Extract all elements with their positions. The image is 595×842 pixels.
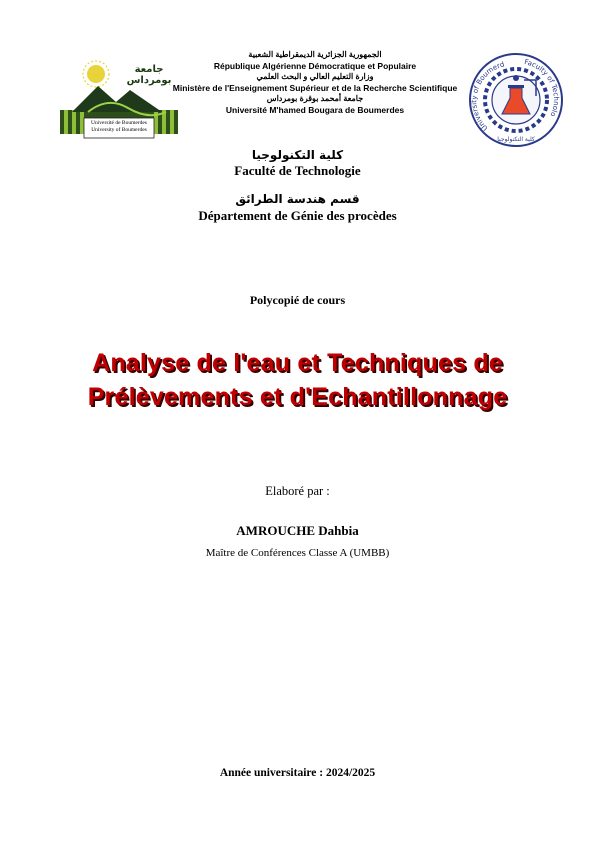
logo-left-line2: University of Boumerdes <box>91 127 147 133</box>
logo-right-arc-left: University of Boumerd <box>470 60 506 133</box>
header-ministry-fr: Ministère de l'Enseignement Supérieur et de la Recherche Scientifique <box>172 83 458 93</box>
faculty-name-fr: Faculté de Technologie <box>234 163 361 178</box>
logo-left-caption <box>84 120 154 134</box>
department-name-fr: Département de Génie des procèdes <box>198 208 397 223</box>
header-republic-fr: République Algérienne Démocratique et Populaire <box>213 61 417 71</box>
academic-year: Année universitaire : 2024/2025 <box>219 767 376 779</box>
document-title-line1: Analyse de l'eau et Techniques de <box>92 349 503 377</box>
department-name-ar: قسم هندسة الطرائق <box>235 192 360 206</box>
header-republic-ar: الجمهورية الجزائرية الديمقراطية الشعبية <box>248 50 382 59</box>
header-ministry-ar: وزارة التعليم العالي و البحث العلمي <box>256 72 374 81</box>
faculty-name-ar: كلية التكنولوجيا <box>251 148 344 162</box>
faculty-logo-right <box>466 50 566 150</box>
document-type: Polycopié de cours <box>249 293 346 307</box>
institution-header <box>150 50 480 116</box>
document-title-line2: Prélèvements et d'Echantillonnage <box>87 383 508 411</box>
logo-right-bottom-ar: كلية التكنولوجيا <box>497 136 535 143</box>
author-name: AMROUCHE Dahbia <box>236 523 359 538</box>
logo-left-line1: Université de Boumerdes <box>91 120 147 126</box>
header-university-ar: جامعة أمحمد بوقرة بومرداس <box>266 94 364 103</box>
logo-right-arc-right: Faculty of Technolo <box>523 58 561 118</box>
author-rank: Maître de Conférences Classe A (UMBB) <box>205 547 390 559</box>
logo-left-arabic: جامعة بومرداس <box>126 64 172 86</box>
header-university-fr: Université M'hamed Bougara de Boumerdes <box>225 105 405 115</box>
prepared-by-label: Elaboré par : <box>265 484 330 498</box>
